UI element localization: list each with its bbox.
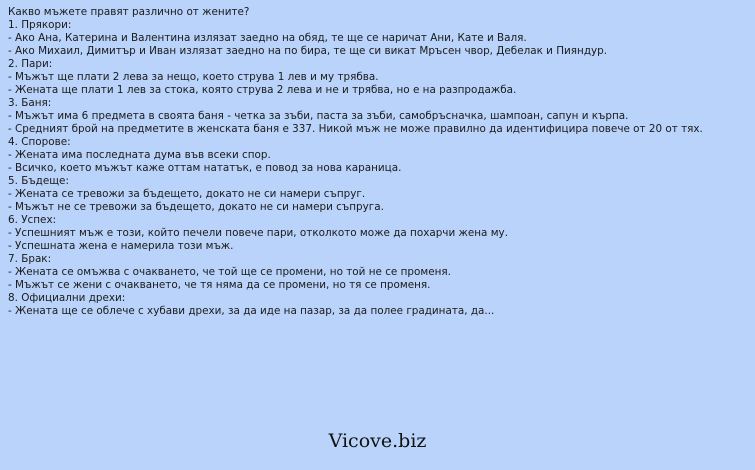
list-item: - Мъжът се жени с очакването, че тя няма да се промени, но тя се променя.: [8, 279, 431, 291]
list-item: - Жената ще се облече с хубави дрехи, за да иде на пазар, за да полее градината, да...: [8, 305, 495, 317]
list-item: - Успешната жена е намерила този мъж.: [8, 240, 234, 252]
list-item: - Всичко, което мъжът каже оттам нататък, е повод за нова караница.: [8, 162, 402, 174]
section-heading: 7. Брак:: [8, 253, 52, 265]
section-heading: 1. Прякори:: [8, 19, 72, 31]
list-item: - Жената ще плати 1 лев за стока, която струва 2 лева и не и трябва, но е на разпродажба.: [8, 84, 517, 96]
joke-text: [8, 6, 746, 318]
section-heading: 2. Пари:: [8, 58, 53, 70]
list-item: - Жената се омъжва с очакването, че той ще се промени, но той не се променя.: [8, 266, 451, 278]
list-item: - Жената се тревожи за бъдещето, докато не си намери съпруг.: [8, 188, 366, 200]
list-item: - Мъжът не се тревожи за бъдещето, докато не си намери съпруга.: [8, 201, 384, 213]
list-item: - Мъжът има 6 предмета в своята баня - четка за зъби, паста за зъби, самобръсначка, шампоан, сапун и кърпа.: [8, 110, 629, 122]
section-heading: 3. Баня:: [8, 97, 52, 109]
list-item: - Мъжът ще плати 2 лева за нещо, което струва 1 лев и му трябва.: [8, 71, 379, 83]
site-watermark: Vicove.biz: [328, 430, 427, 452]
list-item: - Средният брой на предметите в женската баня е 337. Никой мъж не може правилно да идентифицира повече от 20 от тях.: [8, 123, 703, 135]
title-line: Какво мъжете правят различно от жените?: [8, 6, 250, 18]
list-item: - Жената има последната дума във всеки спор.: [8, 149, 271, 161]
section-heading: 4. Спорове:: [8, 136, 71, 148]
list-item: - Ако Ана, Катерина и Валентина излязат заедно на обяд, те ще се наричат Ани, Кате и Валя.: [8, 32, 527, 44]
list-item: - Успешният мъж е този, който печели повече пари, отколкото може да похарчи жена му.: [8, 227, 509, 239]
section-heading: 5. Бъдеще:: [8, 175, 69, 187]
section-heading: 6. Успех:: [8, 214, 57, 226]
section-heading: 8. Официални дрехи:: [8, 292, 126, 304]
list-item: - Ако Михаил, Димитър и Иван излязат заедно на по бира, те ще си викат Мръсен чвор, Дебелак и Пияндур.: [8, 45, 608, 57]
